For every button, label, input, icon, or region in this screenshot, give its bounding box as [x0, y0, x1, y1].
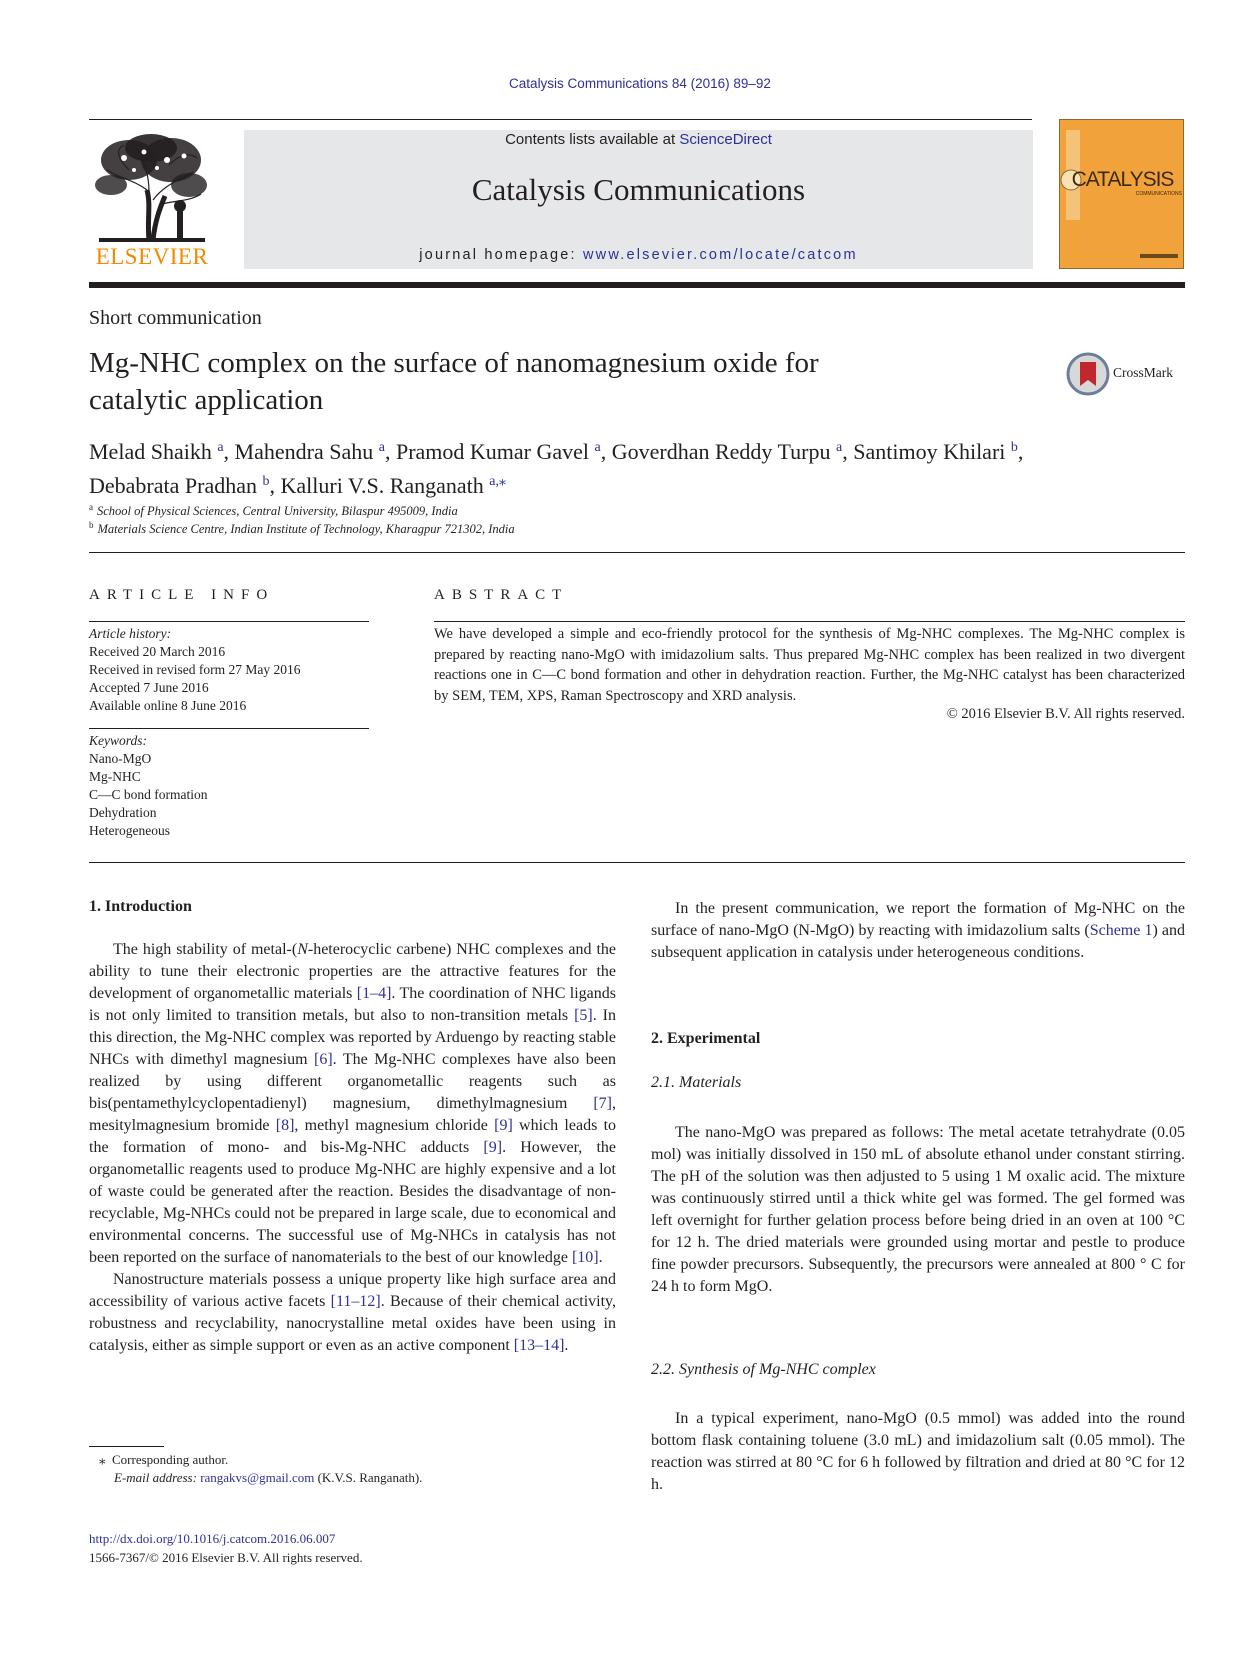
crossmark-badge[interactable]	[1066, 352, 1186, 398]
reference-link[interactable]: [9]	[494, 1117, 513, 1134]
article-type: Short communication	[89, 307, 262, 329]
reference-link[interactable]: [1–4]	[356, 985, 392, 1002]
author-affiliation-mark[interactable]: a	[217, 440, 224, 455]
author[interactable]: Pramod Kumar Gavel	[395, 439, 590, 464]
reference-link[interactable]: [7]	[593, 1095, 612, 1112]
section-heading-experimental: 2. Experimental	[651, 1030, 761, 1047]
abstract-text: We have developed a simple and eco-friendly protocol for the synthesis of Mg-NHC complexes. The Mg-NHC complex is prepared by reacting nano-MgO with imidazolium salts. Thus prepared Mg-NHC complex has been realized in two divergent reactions one in C—C bond formation and other in dehydration reaction. Further, the Mg-NHC catalyst has been characterized by SEM, TEM, XPS, Raman Spectroscopy and XRD analysis.	[434, 626, 1185, 704]
reference-link[interactable]: [13–14]	[513, 1337, 565, 1354]
contents-line	[244, 131, 1033, 148]
author[interactable]: Kalluri V.S. Ranganath	[280, 473, 484, 498]
footnote-mark: ⁎	[99, 1452, 106, 1467]
homepage-label: journal homepage:	[419, 247, 584, 263]
synthesis-text	[651, 1408, 1185, 1496]
subsection-heading-synthesis: 2.2. Synthesis of Mg-NHC complex	[651, 1361, 876, 1378]
paragraph: The high stability of metal-(N-heterocyclic carbene) NHC complexes and the ability to tune their electronic properties are the attractive features for the development of organometallic materials [1–4]. The coordination of NHC ligands is not only limited to transition metals, but also to non-transition metals [5]. In this direction, the Mg-NHC complex was reported by Arduengo by reacting stable NHCs with dimethyl magnesium [6]. The Mg-NHC complexes have also been realized by using different organometallic reagents such as bis(pentamethylcyclopentadienyl) magnesium, dimethylmagnesium [7], mesitylmagnesium bromide [8], methyl magnesium chloride [9] which leads to the formation of mono- and bis-Mg-NHC adducts [9]. However, the organometallic reagents used to produce Mg-NHC are highly expensive and a lot of waste could be generated after the reaction. Besides the disadvantage of non-recyclable, Mg-NHCs could not be prepared in large scale, due to economical and environmental concerns. The successful use of Mg-NHCs in catalysis has not been reported on the surface of nanomaterials to the best of our knowledge [10].	[89, 941, 617, 1266]
crossmark-icon	[1066, 352, 1110, 396]
paragraph: In the present communication, we report the formation of Mg-NHC on the surface of nano-MgO (N-MgO) by reacting with imidazolium salts (Scheme 1) and subsequent application in catalysis under heterogeneous conditions.	[651, 900, 1185, 961]
journal-citation[interactable]: Catalysis Communications 84 (2016) 89–92	[509, 76, 771, 91]
history-item: Accepted 7 June 2016	[89, 680, 209, 695]
section-heading-introduction: 1. Introduction	[89, 898, 192, 915]
divider	[89, 621, 369, 622]
crossmark-label: CrossMark	[1113, 365, 1173, 380]
author-affiliation-mark[interactable]: a	[378, 440, 385, 455]
reference-link[interactable]: [8]	[275, 1117, 295, 1134]
abstract-heading: ABSTRACT	[434, 587, 569, 603]
corresponding-author-note	[99, 1452, 228, 1468]
keywords-label: Keywords:	[89, 733, 147, 748]
sciencedirect-link[interactable]: ScienceDirect	[679, 131, 772, 148]
issn-copyright: 1566-7367/© 2016 Elsevier B.V. All rights reserved.	[89, 1550, 363, 1565]
reference-link[interactable]: [5]	[574, 1007, 593, 1024]
reference-link[interactable]: [6]	[313, 1051, 333, 1068]
left-column-text	[89, 939, 616, 1357]
divider	[434, 621, 1185, 622]
title-line-2: catalytic application	[89, 384, 324, 416]
abstract-copyright: © 2016 Elsevier B.V. All rights reserved.	[946, 706, 1185, 722]
author-affiliation-mark[interactable]: b	[262, 474, 270, 489]
author-affiliation-mark[interactable]: a	[836, 440, 843, 455]
paragraph: The nano-MgO was prepared as follows: The metal acetate tetrahydrate (0.05 mol) was initially dissolved in 150 mL of absolute ethanol under constant stirring. The pH of the solution was then adjusted to 5 using 1 M oxalic acid. The mixture was continuously stirred until a thick white gel was formed. The gel formed was left overnight for further gelation process before being dried in an oven at 100 °C for 12 h. The dried materials were grounded using mortar and pestle to produce fine powder precursors. Subsequently, the precursors were annealed at 800 ° C for 24 h to form MgO.	[651, 1124, 1185, 1295]
affiliation	[89, 520, 515, 537]
author[interactable]: Santimoy Khilari	[853, 439, 1006, 464]
cover-subtitle: COMMUNICATIONS	[1135, 191, 1182, 197]
email-label: E-mail address:	[114, 1470, 197, 1485]
keyword: Dehydration	[89, 805, 157, 820]
contents-prefix: Contents lists available at	[505, 131, 680, 148]
author-affiliation-mark[interactable]: a	[594, 440, 601, 455]
author[interactable]: Melad Shaikh	[89, 439, 212, 464]
article-info-heading: ARTICLE INFO	[89, 587, 275, 603]
divider	[89, 552, 1185, 553]
author[interactable]: Debabrata Pradhan	[89, 473, 257, 498]
top-rule	[89, 119, 1032, 120]
author-list: Melad Shaikh $^a$, Mahendra Sahu $^a$, Pramod Kumar Gavel $^a$, Goverdhan Reddy Turpu $^a$, Santimoy Khilari $^b$, Debabrata Pradhan $^b$, Kalluri V.S. Ranganath $^{a,⁎}$	[89, 439, 1024, 498]
keyword: Heterogeneous	[89, 823, 170, 838]
right-column-intro	[651, 898, 1185, 964]
cover-title: CATALYSIS	[1071, 168, 1174, 191]
email-link[interactable]: rangakvs@gmail.com	[200, 1470, 315, 1485]
homepage-link[interactable]: www.elsevier.com/locate/catcom	[583, 247, 858, 263]
subsection-heading-materials: 2.1. Materials	[651, 1074, 742, 1091]
doi-url[interactable]: http://dx.doi.org/10.1016/j.catcom.2016.06.007	[89, 1531, 336, 1546]
header-thick-rule	[89, 282, 1185, 288]
author[interactable]: Mahendra Sahu	[234, 439, 374, 464]
homepage-line	[244, 247, 1033, 263]
divider	[89, 728, 369, 729]
scheme-link[interactable]: Scheme 1	[1089, 922, 1153, 939]
affiliation	[89, 502, 458, 519]
author-affiliation-mark[interactable]: b	[1010, 440, 1018, 455]
keyword: C—C bond formation	[89, 787, 208, 802]
reference-link[interactable]: [11–12]	[330, 1293, 381, 1310]
footnote-rule	[89, 1446, 164, 1447]
affiliation-mark: a	[89, 502, 93, 512]
affiliation-text: Materials Science Centre, Indian Institute of Technology, Kharagpur 721302, India	[97, 522, 515, 536]
email-note	[114, 1470, 422, 1486]
keyword: Nano-MgO	[89, 751, 152, 766]
author[interactable]: Goverdhan Reddy Turpu	[611, 439, 831, 464]
doi-link[interactable]	[89, 1531, 335, 1547]
keyword: Mg-NHC	[89, 769, 141, 784]
footnote-text: Corresponding author.	[112, 1452, 229, 1467]
article-title	[89, 345, 989, 419]
elsevier-wordmark: ELSEVIER	[95, 244, 209, 269]
history-label: Article history:	[89, 626, 172, 641]
affiliation-text: School of Physical Sciences, Central University, Bilaspur 495009, India	[97, 504, 458, 518]
title-line-1: Mg-NHC complex on the surface of nanomagnesium oxide for	[89, 347, 819, 379]
journal-name: Catalysis Communications	[471, 172, 806, 207]
paragraph: In a typical experiment, nano-MgO (0.5 mmol) was added into the round bottom flask containing toluene (3.0 mL) and imidazolium salt (0.05 mmol). The reaction was stirred at 80 °C for 6 h followed by filtration and dried at 80 °C for 12 h.	[651, 1410, 1185, 1493]
reference-link[interactable]: [9]	[483, 1139, 503, 1156]
paragraph: Nanostructure materials possess a unique property like high surface area and accessibility of various active facets [11–12]. Because of their chemical activity, robustness and recyclability, nanocrystalline metal oxides have been using in catalysis, either as simple support or even as an active component [13–14].	[89, 1271, 616, 1354]
affiliation-mark: b	[89, 520, 94, 530]
author-affiliation-mark[interactable]: a,⁎	[489, 474, 506, 489]
reference-link[interactable]: [10]	[571, 1249, 599, 1266]
history-item: Available online 8 June 2016	[89, 698, 247, 713]
journal-cover[interactable]	[1059, 119, 1184, 269]
divider	[89, 862, 1185, 863]
email-owner: (K.V.S. Ranganath).	[317, 1470, 423, 1485]
history-item: Received 20 March 2016	[89, 644, 226, 659]
materials-text	[651, 1122, 1185, 1298]
history-item: Received in revised form 27 May 2016	[89, 662, 301, 677]
